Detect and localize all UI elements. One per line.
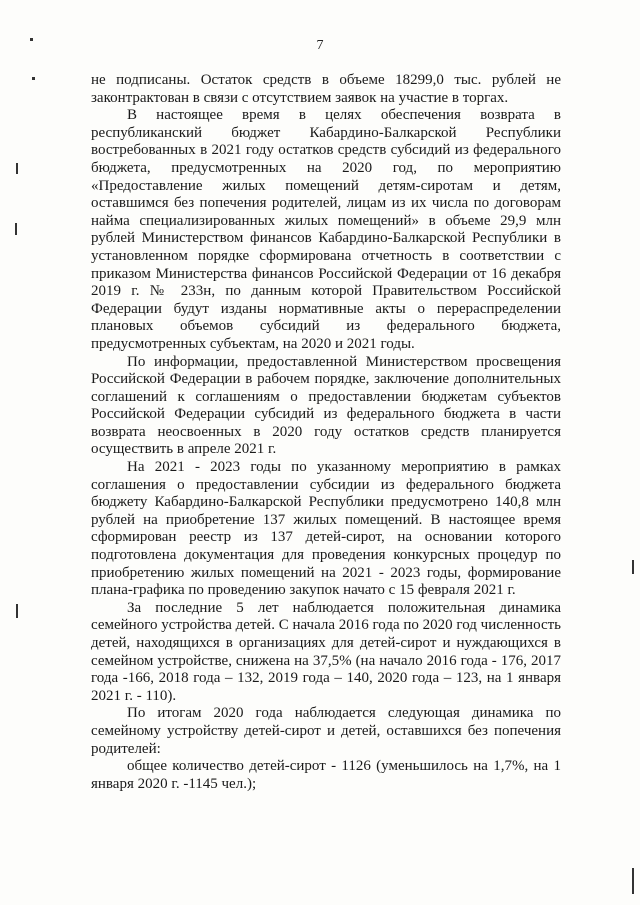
page-number: 7 [316, 38, 324, 53]
scan-mark [15, 223, 17, 235]
paragraph: общее количество детей-сирот - 1126 (уменьшилось на 1,7%, на 1 января 2020 г. -1145 чел.); [91, 758, 561, 792]
document-body [91, 72, 561, 793]
scan-mark [16, 163, 18, 174]
scan-mark [632, 560, 634, 574]
scan-mark [32, 77, 35, 80]
paragraph: В настоящее время в целях обеспечения возврата в республиканский бюджет Кабардино-Балкарской Республики востребованных в 2021 году остатков средств субсидий из федерального бюджета, предусмотренных на 2020 год, по мероприятию «Предоставление жилых помещений детям-сиротам и детям, оставшимся без попечения родителей, лицам из их числа по договорам найма специализированных жилых помещений» в объеме 29,9 млн рублей Министерством финансов Кабардино-Балкарской Республики в установленном порядке сформирована отчетность в соответствии с приказом Министерства финансов Российской Федерации от 16 декабря 2019 г. № 233н, по данным которой Правительством Российской Федерации будут изданы нормативные акты о перераспределении плановых объемов субсидий из федерального бюджета, предусмотренных субъектам, на 2020 и 2021 годы. [91, 107, 561, 352]
scan-mark [16, 604, 18, 618]
paragraph: На 2021 - 2023 годы по указанному мероприятию в рамках соглашения о предоставлении субсидии из федерального бюджета бюджету Кабардино-Балкарской Республики предусмотрено 140,8 млн рублей на приобретение 137 жилых помещений. В настоящее время сформирован реестр из 137 детей-сирот, на основании которого подготовлена документация для проведения конкурсных процедур по приобретению жилых помещений на 2021 - 2023 годы, формирование плана-графика по проведению закупок начато с 15 февраля 2021 г. [91, 459, 561, 599]
scan-mark [632, 868, 634, 894]
paragraph: По информации, предоставленной Министерством просвещения Российской Федерации в рабочем порядке, заключение дополнительных соглашений к соглашениям о предоставлении бюджетам субъектов Российской Федерации субсидий из федерального бюджета в части возврата неосвоенных в 2020 году остатков средств планируется осуществить в апреле 2021 г. [91, 353, 561, 458]
paragraph: По итогам 2020 года наблюдается следующая динамика по семейному устройству детей-сирот и детей, оставшихся без попечения родителей: [91, 705, 561, 757]
paragraph: не подписаны. Остаток средств в объеме 18299,0 тыс. рублей не законтрактован в связи с отсутствием заявок на участие в торгах. [91, 72, 561, 106]
paragraph: За последние 5 лет наблюдается положительная динамика семейного устройства детей. С начала 2016 года по 2020 год численность детей, находящихся в организациях для детей-сирот и нуждающихся в семейном устройстве, снижена на 37,5% (на начало 2016 года - 176, 2017 года -166, 2018 года – 132, 2019 года – 140, 2020 года – 123, на 1 января 2021 г. - 110). [91, 599, 562, 704]
